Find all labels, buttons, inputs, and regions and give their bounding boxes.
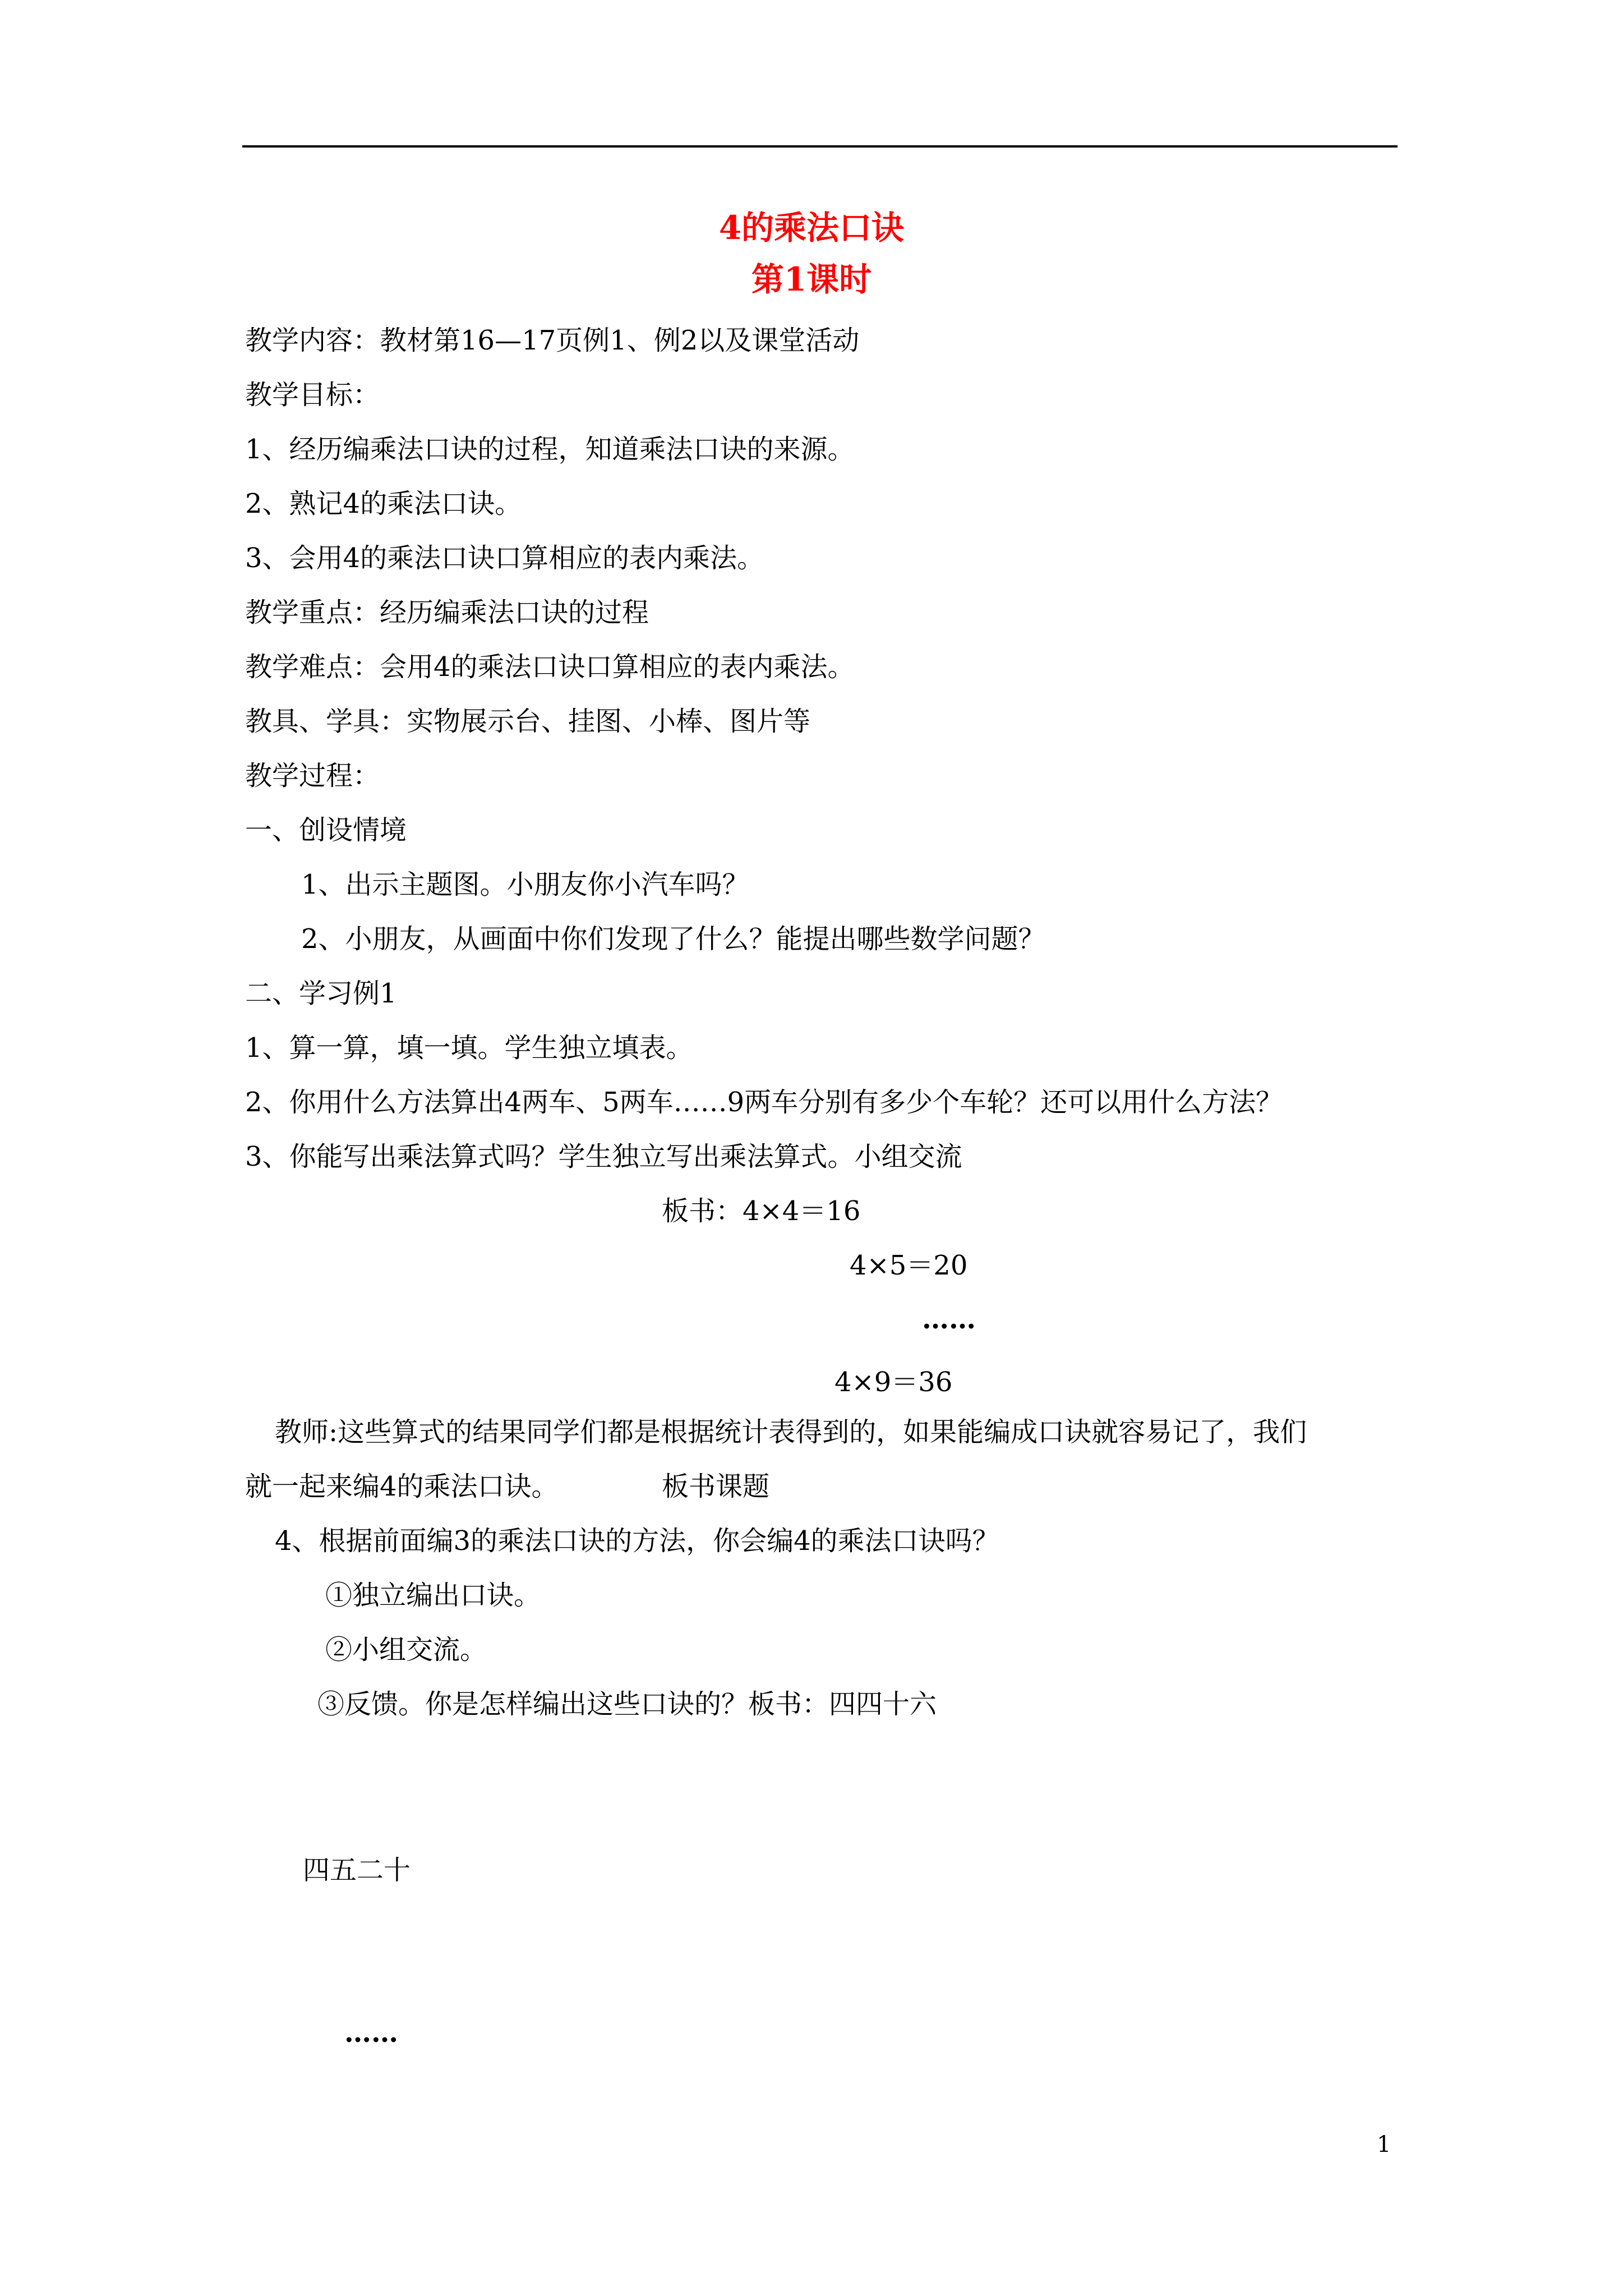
section-2-item-1: 1、算一算，填一填。学生独立填表。 <box>245 1032 693 1064</box>
board-equation-2: 4×5＝20 <box>850 1250 968 1281</box>
step-3: ③反馈。你是怎样编出这些口诀的？板书：四四十六 <box>317 1688 937 1720</box>
teaching-difficulty: 教学难点：会用4的乘法口诀口算相应的表内乘法。 <box>245 651 855 683</box>
board-lesson-title: 板书课题 <box>662 1471 770 1502</box>
board-ellipsis: …… <box>922 1304 976 1335</box>
rhyme-line: 四五二十 <box>303 1855 411 1886</box>
teaching-tools: 教具、学具：实物展示台、挂图、小棒、图片等 <box>245 706 811 737</box>
section-1-item-2: 2、小朋友，从画面中你们发现了什么？能提出哪些数学问题？ <box>301 923 1045 955</box>
teaching-focus: 教学重点：经历编乘法口诀的过程 <box>245 597 649 628</box>
teaching-goals-heading: 教学目标： <box>245 379 380 411</box>
page-number: 1 <box>1377 2132 1391 2157</box>
goal-2: 2、熟记4的乘法口诀。 <box>245 488 522 519</box>
section-2-heading: 二、学习例1 <box>245 978 397 1009</box>
section-1-heading: 一、创设情境 <box>245 815 407 846</box>
board-equation-3: 4×9＝36 <box>834 1366 953 1398</box>
section-2-item-3: 3、你能写出乘法算式吗？学生独立写出乘法算式。小组交流 <box>245 1141 962 1172</box>
teaching-content: 教学内容：教材第16—17页例1、例2以及课堂活动 <box>245 325 860 356</box>
section-2-item-4: 4、根据前面编3的乘法口诀的方法，你会编4的乘法口诀吗？ <box>275 1525 999 1557</box>
section-1-item-1: 1、出示主题图。小朋友你小汽车吗？ <box>301 869 749 900</box>
section-2-item-2: 2、你用什么方法算出4两车、5两车……9两车分别有多少个车轮？还可以用什么方法？ <box>245 1087 1283 1118</box>
goal-3: 3、会用4的乘法口诀口算相应的表内乘法。 <box>245 542 764 574</box>
goal-1: 1、经历编乘法口诀的过程，知道乘法口诀的来源。 <box>245 434 855 465</box>
document-title: 4的乘法口诀 <box>718 209 905 247</box>
teacher-remark: 教师:这些算式的结果同学们都是根据统计表得到的，如果能编成口诀就容易记了，我们 <box>275 1416 1307 1448</box>
header-rule <box>242 145 1398 148</box>
rhyme-ellipsis: …… <box>344 2017 398 2049</box>
teacher-remark-continued: 就一起来编4的乘法口诀。 <box>245 1471 559 1502</box>
step-2: ②小组交流。 <box>325 1634 487 1665</box>
board-equation-1: 板书：4×4＝16 <box>662 1195 861 1227</box>
teaching-process-heading: 教学过程： <box>245 760 380 792</box>
step-1: ①独立编出口诀。 <box>325 1580 541 1611</box>
document-subtitle: 第1课时 <box>751 260 872 298</box>
